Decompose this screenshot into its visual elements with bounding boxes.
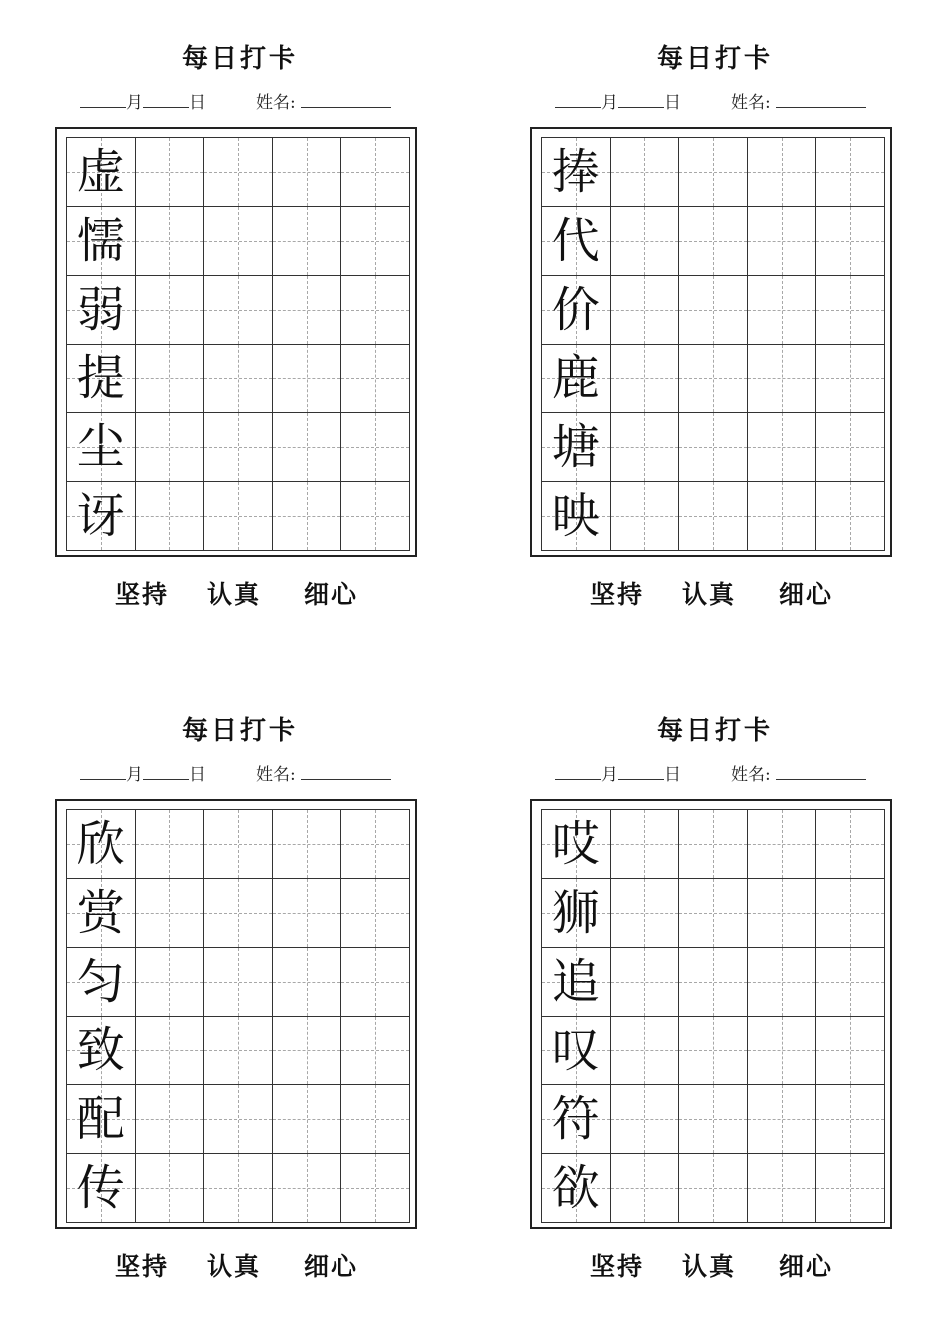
practice-cell[interactable] xyxy=(341,879,410,948)
model-character: 赏 xyxy=(76,884,125,941)
model-character: 匀 xyxy=(76,953,125,1010)
motto-word: 坚持 xyxy=(115,1252,170,1281)
practice-cell[interactable] xyxy=(611,879,680,948)
practice-cell[interactable] xyxy=(136,1154,205,1223)
practice-cell[interactable] xyxy=(748,345,817,414)
practice-cell[interactable] xyxy=(204,810,273,879)
practice-cell[interactable] xyxy=(204,138,273,207)
month-blank[interactable] xyxy=(555,763,601,780)
writing-sheet xyxy=(530,799,892,1229)
practice-cell[interactable] xyxy=(341,138,410,207)
practice-cell[interactable] xyxy=(611,207,680,276)
model-cell xyxy=(67,413,136,482)
model-cell xyxy=(67,879,136,948)
card-title: 每日打卡 xyxy=(656,716,773,746)
practice-cell[interactable] xyxy=(136,276,205,345)
practice-cell[interactable] xyxy=(136,138,205,207)
model-cell xyxy=(67,1154,136,1223)
practice-cell[interactable] xyxy=(679,879,748,948)
practice-cell[interactable] xyxy=(136,345,205,414)
model-cell xyxy=(542,879,611,948)
name-blank[interactable] xyxy=(776,763,866,780)
model-cell xyxy=(67,1017,136,1086)
practice-cell[interactable] xyxy=(273,1085,342,1154)
model-character: 哎 xyxy=(551,815,600,872)
card-title: 每日打卡 xyxy=(181,716,298,746)
day-label: 日 xyxy=(189,765,206,785)
practice-cell[interactable] xyxy=(679,1017,748,1086)
practice-cell[interactable] xyxy=(341,482,410,551)
practice-cell[interactable] xyxy=(136,948,205,1017)
model-cell xyxy=(67,276,136,345)
practice-cell[interactable] xyxy=(204,1154,273,1223)
tianzige-grid xyxy=(66,137,410,551)
practice-cell[interactable] xyxy=(136,879,205,948)
model-character: 追 xyxy=(551,953,600,1010)
date-name-line xyxy=(80,88,425,113)
month-label: 月 xyxy=(601,765,618,785)
practice-card-1 xyxy=(55,0,425,609)
practice-cell[interactable] xyxy=(136,413,205,482)
practice-cell[interactable] xyxy=(341,948,410,1017)
model-character: 传 xyxy=(76,1160,125,1217)
practice-cell[interactable] xyxy=(136,810,205,879)
practice-cell[interactable] xyxy=(341,810,410,879)
motto-word: 认真 xyxy=(682,580,737,609)
month-label: 月 xyxy=(126,765,143,785)
model-cell xyxy=(542,345,611,414)
practice-cell[interactable] xyxy=(204,1085,273,1154)
practice-cell[interactable] xyxy=(273,1017,342,1086)
motto-word: 认真 xyxy=(207,580,262,609)
model-cell xyxy=(542,810,611,879)
practice-cell[interactable] xyxy=(748,413,817,482)
practice-cell[interactable] xyxy=(816,1085,885,1154)
model-character: 鹿 xyxy=(551,350,600,407)
model-character: 欣 xyxy=(76,815,125,872)
practice-cell[interactable] xyxy=(341,1154,410,1223)
practice-cell[interactable] xyxy=(816,948,885,1017)
model-cell xyxy=(542,948,611,1017)
practice-cell[interactable] xyxy=(273,413,342,482)
practice-cell[interactable] xyxy=(816,276,885,345)
practice-cell[interactable] xyxy=(816,482,885,551)
name-label: 姓名: xyxy=(731,765,771,785)
name-blank[interactable] xyxy=(776,91,866,108)
model-character: 映 xyxy=(551,488,600,545)
practice-cell[interactable] xyxy=(679,276,748,345)
motto-word: 细心 xyxy=(779,580,834,609)
practice-cell[interactable] xyxy=(204,345,273,414)
month-blank[interactable] xyxy=(555,91,601,108)
day-blank[interactable] xyxy=(143,91,189,108)
practice-cell[interactable] xyxy=(679,345,748,414)
model-character: 致 xyxy=(76,1022,125,1079)
tianzige-grid xyxy=(541,809,885,1223)
motto xyxy=(530,1247,900,1283)
model-character: 塘 xyxy=(551,419,600,476)
practice-cell[interactable] xyxy=(816,1154,885,1223)
practice-cell[interactable] xyxy=(341,207,410,276)
month-label: 月 xyxy=(601,93,618,113)
model-character: 提 xyxy=(76,350,125,407)
practice-cell[interactable] xyxy=(748,1017,817,1086)
model-character: 叹 xyxy=(551,1022,600,1079)
motto-word: 认真 xyxy=(682,1252,737,1281)
motto-word: 坚持 xyxy=(115,580,170,609)
practice-cell[interactable] xyxy=(136,207,205,276)
month-label: 月 xyxy=(126,93,143,113)
model-cell xyxy=(542,482,611,551)
practice-cell[interactable] xyxy=(679,138,748,207)
practice-cell[interactable] xyxy=(679,810,748,879)
practice-cell[interactable] xyxy=(136,1017,205,1086)
model-cell xyxy=(67,482,136,551)
name-blank[interactable] xyxy=(301,763,391,780)
practice-cell[interactable] xyxy=(273,138,342,207)
model-cell xyxy=(67,948,136,1017)
practice-cell[interactable] xyxy=(273,482,342,551)
model-character: 讶 xyxy=(76,488,125,545)
practice-cell[interactable] xyxy=(748,810,817,879)
practice-card-2 xyxy=(530,0,900,609)
model-cell xyxy=(542,1154,611,1223)
practice-cell[interactable] xyxy=(679,1154,748,1223)
practice-cell[interactable] xyxy=(679,948,748,1017)
motto-word: 细心 xyxy=(779,1252,834,1281)
practice-cell[interactable] xyxy=(679,413,748,482)
practice-cell[interactable] xyxy=(748,1085,817,1154)
practice-cell[interactable] xyxy=(273,1154,342,1223)
name-blank[interactable] xyxy=(301,91,391,108)
name-label: 姓名: xyxy=(256,765,296,785)
practice-cell[interactable] xyxy=(816,207,885,276)
month-blank[interactable] xyxy=(80,91,126,108)
practice-cell[interactable] xyxy=(136,482,205,551)
motto xyxy=(55,575,425,611)
practice-cell[interactable] xyxy=(611,1085,680,1154)
practice-cell[interactable] xyxy=(748,207,817,276)
model-character: 弱 xyxy=(76,281,125,338)
model-cell xyxy=(542,1017,611,1086)
date-name-line xyxy=(555,760,900,785)
practice-cell[interactable] xyxy=(341,345,410,414)
motto-word: 坚持 xyxy=(590,580,645,609)
practice-cell[interactable] xyxy=(273,948,342,1017)
model-character: 价 xyxy=(551,281,600,338)
model-cell xyxy=(542,1085,611,1154)
model-character: 配 xyxy=(76,1091,125,1148)
practice-cell[interactable] xyxy=(204,482,273,551)
practice-cell[interactable] xyxy=(611,138,680,207)
practice-cell[interactable] xyxy=(204,207,273,276)
practice-cell[interactable] xyxy=(341,276,410,345)
motto-word: 认真 xyxy=(207,1252,262,1281)
practice-cell[interactable] xyxy=(273,276,342,345)
card-title: 每日打卡 xyxy=(181,44,298,74)
model-character: 代 xyxy=(551,212,600,269)
practice-cell[interactable] xyxy=(816,413,885,482)
practice-cell[interactable] xyxy=(611,1154,680,1223)
model-character: 捧 xyxy=(551,143,600,200)
motto-word: 坚持 xyxy=(590,1252,645,1281)
motto-word: 细心 xyxy=(304,580,359,609)
model-cell xyxy=(542,413,611,482)
practice-cell[interactable] xyxy=(611,413,680,482)
model-cell xyxy=(67,207,136,276)
writing-sheet xyxy=(55,799,417,1229)
practice-cell[interactable] xyxy=(341,413,410,482)
practice-cell[interactable] xyxy=(611,482,680,551)
practice-cell[interactable] xyxy=(748,1154,817,1223)
practice-cell[interactable] xyxy=(273,207,342,276)
practice-cell[interactable] xyxy=(816,1017,885,1086)
motto xyxy=(55,1247,425,1283)
practice-cell[interactable] xyxy=(748,276,817,345)
practice-cell[interactable] xyxy=(816,345,885,414)
practice-cell[interactable] xyxy=(273,879,342,948)
practice-cell[interactable] xyxy=(273,810,342,879)
day-blank[interactable] xyxy=(143,763,189,780)
day-label: 日 xyxy=(189,93,206,113)
name-label: 姓名: xyxy=(256,93,296,113)
practice-cell[interactable] xyxy=(341,1085,410,1154)
practice-cell[interactable] xyxy=(204,948,273,1017)
practice-cell[interactable] xyxy=(204,1017,273,1086)
practice-cell[interactable] xyxy=(611,1017,680,1086)
practice-cell[interactable] xyxy=(816,879,885,948)
model-cell xyxy=(67,138,136,207)
day-label: 日 xyxy=(664,93,681,113)
day-blank[interactable] xyxy=(618,763,664,780)
model-character: 懦 xyxy=(76,212,125,269)
month-blank[interactable] xyxy=(80,763,126,780)
practice-cell[interactable] xyxy=(679,207,748,276)
model-cell xyxy=(542,276,611,345)
model-character: 虚 xyxy=(76,143,125,200)
practice-cell[interactable] xyxy=(816,810,885,879)
tianzige-grid xyxy=(541,137,885,551)
model-cell xyxy=(67,345,136,414)
practice-cell[interactable] xyxy=(679,482,748,551)
practice-cell[interactable] xyxy=(816,138,885,207)
model-character: 符 xyxy=(551,1091,600,1148)
practice-cell[interactable] xyxy=(273,345,342,414)
practice-cell[interactable] xyxy=(204,276,273,345)
practice-cell[interactable] xyxy=(748,948,817,1017)
practice-cell[interactable] xyxy=(204,413,273,482)
practice-cell[interactable] xyxy=(204,879,273,948)
date-name-line xyxy=(555,88,900,113)
motto-word: 细心 xyxy=(304,1252,359,1281)
tianzige-grid xyxy=(66,809,410,1223)
model-cell xyxy=(67,810,136,879)
practice-cell[interactable] xyxy=(748,879,817,948)
practice-cell[interactable] xyxy=(748,138,817,207)
name-label: 姓名: xyxy=(731,93,771,113)
card-title: 每日打卡 xyxy=(656,44,773,74)
writing-sheet xyxy=(55,127,417,557)
model-character: 尘 xyxy=(76,419,125,476)
practice-card-4 xyxy=(530,672,900,1281)
practice-cell[interactable] xyxy=(679,1085,748,1154)
day-label: 日 xyxy=(664,765,681,785)
model-cell xyxy=(542,138,611,207)
motto xyxy=(530,575,900,611)
day-blank[interactable] xyxy=(618,91,664,108)
model-character: 欲 xyxy=(551,1160,600,1217)
practice-cell[interactable] xyxy=(611,345,680,414)
practice-cell[interactable] xyxy=(136,1085,205,1154)
model-cell xyxy=(67,1085,136,1154)
writing-sheet xyxy=(530,127,892,557)
model-character: 狮 xyxy=(551,884,600,941)
practice-cell[interactable] xyxy=(611,810,680,879)
practice-cell[interactable] xyxy=(611,276,680,345)
practice-card-3 xyxy=(55,672,425,1281)
date-name-line xyxy=(80,760,425,785)
practice-cell[interactable] xyxy=(341,1017,410,1086)
practice-cell[interactable] xyxy=(611,948,680,1017)
model-cell xyxy=(542,207,611,276)
practice-cell[interactable] xyxy=(748,482,817,551)
